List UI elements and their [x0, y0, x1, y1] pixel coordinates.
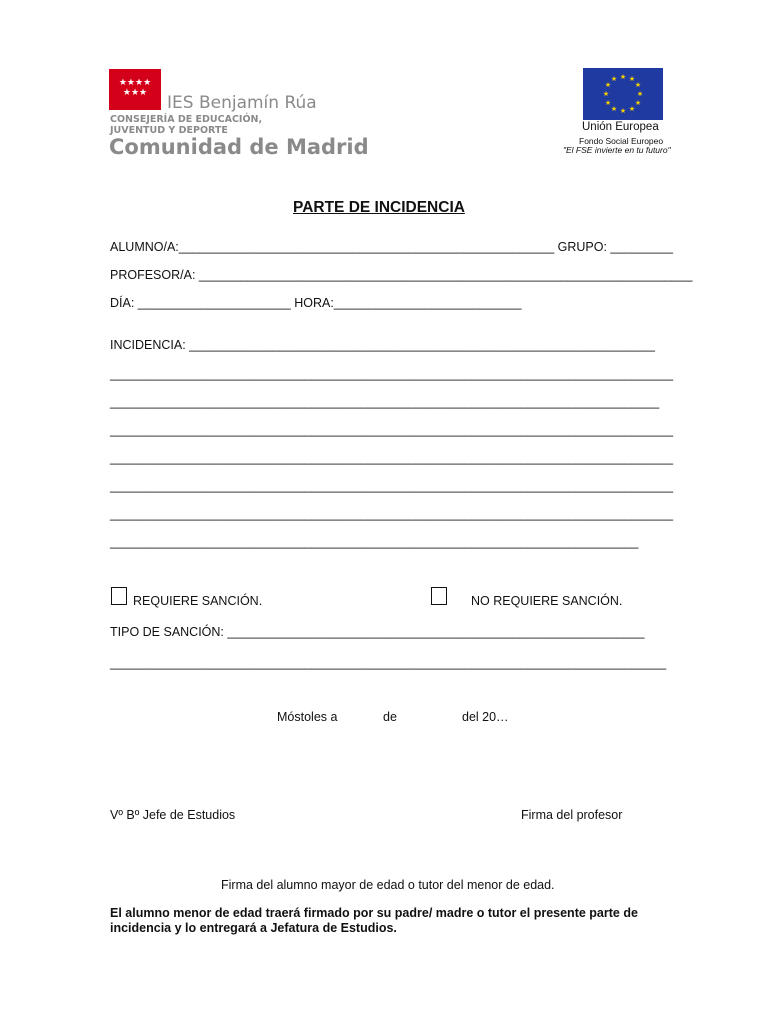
school-name: IES Benjamín Rúa [167, 93, 317, 113]
tipo-sancion-line[interactable]: ________________________________________________________________________________ [110, 656, 667, 670]
madrid-stars: ★★★★ ★★★ [118, 78, 152, 98]
svg-text:★: ★ [628, 105, 636, 113]
nota-menor-edad: El alumno menor de edad traerá firmado por su padre/ madre o tutor el presente parte de incidencia y lo entregará a Jefatura de Estudios. [110, 906, 638, 935]
comunidad-label: Comunidad de Madrid [109, 135, 369, 159]
svg-text:★: ★ [604, 99, 612, 107]
incidencia-line[interactable]: ____________________________________________________________________________ [110, 535, 639, 549]
form-title: PARTE DE INCIDENCIA [293, 199, 465, 216]
incidencia-line[interactable]: _______________________________________________________________________________ [110, 395, 660, 409]
profesor-field[interactable]: PROFESOR/A: _______________________________________________________________________ [110, 268, 693, 282]
svg-text:★: ★ [636, 90, 644, 98]
eu-flag-icon [583, 68, 663, 120]
del-label: del 20… [462, 710, 509, 724]
svg-text:★: ★ [619, 73, 627, 81]
eu-slogan: "El FSE invierte en tu futuro" [563, 145, 671, 155]
svg-text:★: ★ [628, 75, 636, 83]
svg-text:★: ★ [602, 90, 610, 98]
svg-text:★: ★ [634, 81, 642, 89]
no-requiere-sancion-label: NO REQUIERE SANCIÓN. [471, 594, 623, 608]
incidencia-line[interactable]: _________________________________________________________________________________ [110, 367, 674, 381]
profesor-signature: Firma del profesor [521, 808, 623, 822]
eu-fondo: Fondo Social Europeo [579, 136, 664, 146]
eu-title: Unión Europea [582, 121, 659, 133]
incidencia-line[interactable]: _________________________________________________________________________________ [110, 479, 674, 493]
no-requiere-sancion-checkbox[interactable] [431, 587, 447, 605]
alumno-signature: Firma del alumno mayor de edad o tutor del menor de edad. [221, 878, 555, 892]
requiere-sancion-label: REQUIERE SANCIÓN. [133, 594, 263, 608]
requiere-sancion-checkbox[interactable] [111, 587, 127, 605]
tipo-sancion-field[interactable]: TIPO DE SANCIÓN: ____________________________________________________________ [110, 625, 645, 639]
svg-text:★: ★ [610, 75, 618, 83]
jefe-estudios-signature: Vº Bº Jefe de Estudios [110, 808, 236, 822]
incidencia-line[interactable]: _________________________________________________________________________________ [110, 451, 674, 465]
madrid-flag-logo [109, 69, 161, 110]
incidencia-line[interactable]: _________________________________________________________________________________ [110, 507, 674, 521]
consejeria-label: CONSEJERÍA DE EDUCACIÓN, JUVENTUD Y DEPORTE [110, 114, 263, 136]
dia-hora-field[interactable]: DÍA: ______________________ HORA:___________________________ [110, 296, 522, 310]
svg-text:★: ★ [634, 99, 642, 107]
svg-text:★: ★ [604, 81, 612, 89]
mostoles-label: Móstoles a [277, 710, 338, 724]
svg-text:★: ★ [610, 105, 618, 113]
alumno-field[interactable]: ALUMNO/A:______________________________________________________ GRUPO: _________ [110, 240, 673, 254]
incidencia-line[interactable]: _________________________________________________________________________________ [110, 423, 674, 437]
svg-text:★: ★ [619, 107, 627, 115]
incidencia-field[interactable]: INCIDENCIA: ___________________________________________________________________ [110, 338, 655, 352]
de-label: de [383, 710, 397, 724]
